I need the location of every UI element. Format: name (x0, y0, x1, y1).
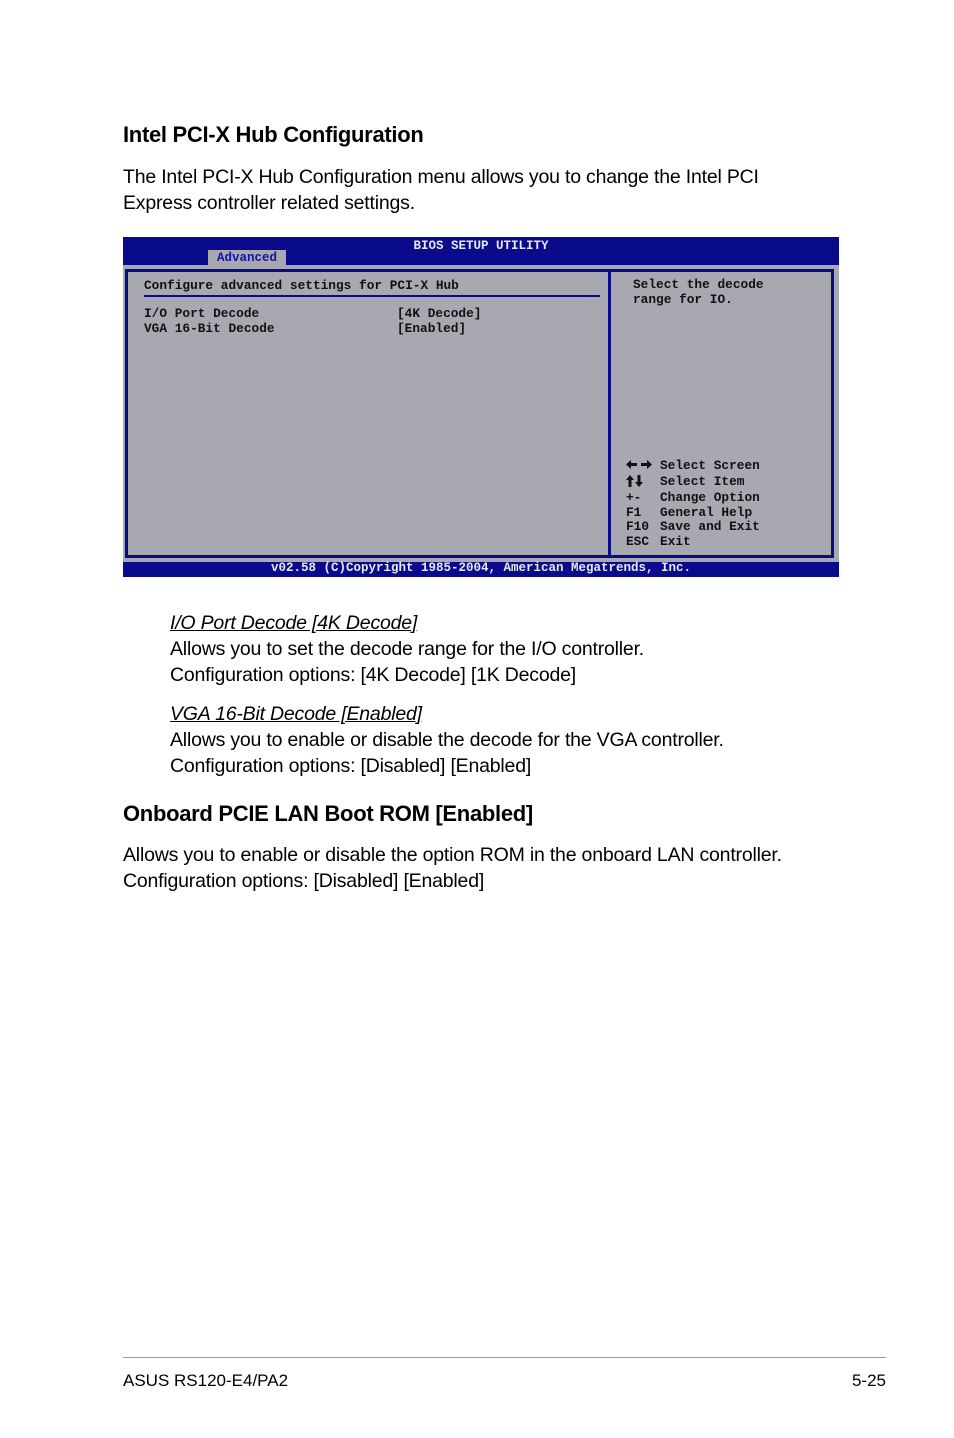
bios-help-text (633, 278, 764, 307)
key-desc: General Help (660, 504, 753, 520)
bios-screenshot (123, 237, 839, 577)
section2-line: Allows you to enable or disable the option ROM in the onboard LAN controller. (123, 844, 782, 866)
section-heading-lan-boot-rom: Onboard PCIE LAN Boot ROM [Enabled] (123, 801, 533, 826)
bios-value-io-port-decode[interactable]: [4K Decode] (397, 306, 482, 321)
option-heading: VGA 16-Bit Decode [Enabled] (170, 703, 422, 725)
help-line: Select the decode (633, 277, 764, 292)
section-intro (123, 164, 759, 216)
key-desc: Save and Exit (660, 519, 760, 534)
key-desc: Change Option (660, 490, 760, 505)
key-label: F10 (626, 519, 650, 534)
key-row-exit (626, 535, 760, 550)
key-label: F1 (626, 504, 642, 520)
footer-rule (123, 1357, 886, 1358)
option-line: Configuration options: [Disabled] [Enabled] (170, 755, 532, 777)
key-desc: Exit (660, 533, 691, 549)
tab-advanced[interactable]: Advanced (208, 250, 286, 265)
key-row-select-screen (626, 459, 760, 475)
option-heading: I/O Port Decode [4K Decode] (170, 612, 418, 634)
bios-panel-divider (608, 269, 611, 558)
key-row-change-option (626, 491, 760, 506)
option-line: Configuration options: [4K Decode] [1K Decode] (170, 664, 576, 686)
bios-copyright: v02.58 (C)Copyright 1985-2004, American Megatrends, Inc. (270, 561, 692, 575)
left-right-arrows-icon (626, 459, 660, 475)
footer-model: ASUS RS120-E4/PA2 (123, 1371, 289, 1390)
key-row-select-item (626, 475, 760, 492)
key-desc: Select Screen (660, 458, 760, 473)
section-heading-pcix-hub: Intel PCI-X Hub Configuration (123, 122, 424, 147)
help-line: range for IO. (633, 291, 733, 307)
section2-line: Configuration options: [Disabled] [Enabled] (123, 870, 485, 892)
key-row-save-exit (626, 520, 760, 535)
footer-page-number: 5-25 (851, 1371, 886, 1390)
key-desc: Select Item (660, 473, 745, 489)
bios-title: BIOS SETUP UTILITY (413, 239, 549, 253)
intro-line: Express controller related settings. (123, 192, 415, 214)
bios-key-legend (626, 459, 760, 549)
bios-title-rule (144, 295, 600, 297)
up-down-arrows-icon (626, 475, 660, 492)
bios-item-vga-decode[interactable]: VGA 16-Bit Decode (144, 321, 275, 336)
key-label: +- (626, 490, 642, 505)
option-line: Allows you to enable or disable the decode for the VGA controller. (170, 729, 724, 751)
bios-panel-title: Configure advanced settings for PCI-X Hub (144, 278, 459, 293)
option-vga-decode (170, 701, 724, 779)
key-label: ESC (626, 533, 650, 549)
section2-text (123, 842, 782, 894)
option-io-port-decode (170, 610, 644, 688)
bios-value-vga-decode[interactable]: [Enabled] (397, 321, 467, 336)
intro-line: The Intel PCI-X Hub Configuration menu allows you to change the Intel PCI (123, 166, 759, 188)
key-row-general-help (626, 506, 760, 521)
bios-item-io-port-decode[interactable]: I/O Port Decode (144, 306, 260, 321)
option-line: Allows you to set the decode range for the I/O controller. (170, 638, 645, 660)
